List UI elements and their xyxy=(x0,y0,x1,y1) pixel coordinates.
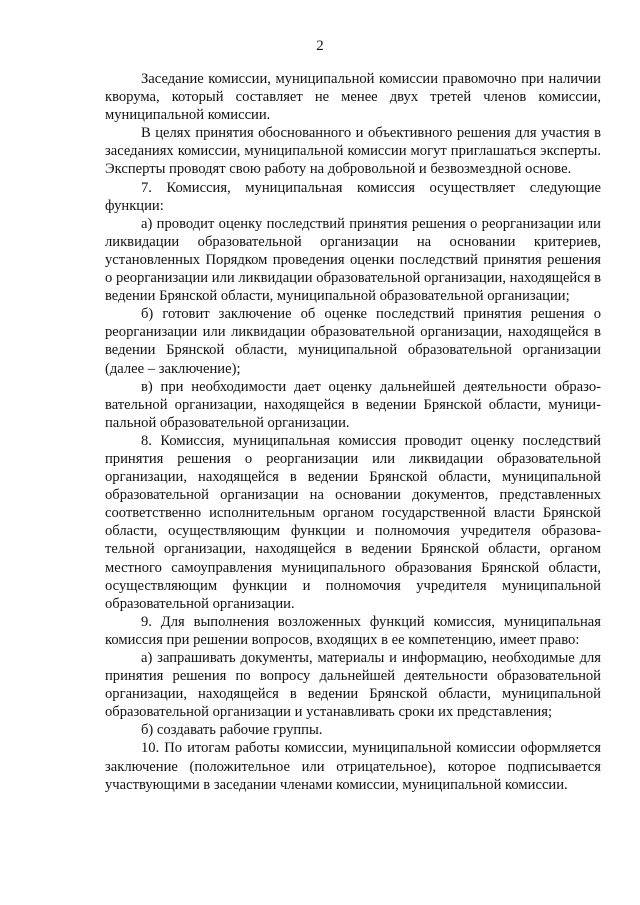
paragraph-9-rights: 9. Для выполнения возложенных функций комиссия, муниципальная комиссия при решении вопросов, входящих в ее компетенцию, имеет право: xyxy=(105,613,601,648)
page-number: 2 xyxy=(316,38,324,54)
paragraph-experts: В целях принятия обоснованного и объективного решения для участия в заседаниях комиссии, муниципальной комиссии могут приглашаться эксперты. Эксперты проводят свою работу на добровольной и безвозмездной основе. xyxy=(105,125,601,178)
paragraph-7-functions: 7. Комиссия, муниципальная комиссия осуществляет следующие функции: xyxy=(105,179,601,214)
paragraph-quorum: Заседание комиссии, муниципальной комиссии правомочно при наличии кворума, который составляет не менее двух третей членов комиссии, муниципальной комиссии. xyxy=(105,71,601,124)
paragraph-9a: а) запрашивать документы, материалы и информацию, необходимые для принятия решения по вопросу дальнейшей деятельности образовательной организации, находящейся в ведении Брянской области, муниципальной образовательной организации и устанавливать сроки их представления; xyxy=(105,650,601,721)
paragraph-9b: б) создавать рабочие группы. xyxy=(141,722,323,739)
paragraph-7b: б) готовит заключение об оценке последствий принятия решения о реорганизации или ликвидации образовательной организации, находящейся в ведении Брянской области, муниципальной образовательной организации (далее – заключение); xyxy=(105,306,601,377)
document-body xyxy=(105,70,601,794)
paragraph-7a: а) проводит оценку последствий принятия решения о реорганизации или ликвидации образовательной организации на основании критериев, установленных Порядком проведения оценки последствий принятия решения о реорганизации или ликвидации образовательной организации, находящейся в ведении Брянской области, муниципальной образовательной организации; xyxy=(105,215,601,305)
paragraph-10: 10. По итогам работы комиссии, муниципальной комиссии оформляется заключение (положительное или отрицательное), которое подписывается участвующими в заседании членами комиссии, муниципальной комиссии. xyxy=(105,740,601,793)
paragraph-7c: в) при необходимости дает оценку дальнейшей деятельности образовательной организации, находящейся в ведении Брянской области, муниципальной образовательной организации. xyxy=(105,378,601,431)
paragraph-8: 8. Комиссия, муниципальная комиссия проводит оценку последствий принятия решения о реорганизации или ликвидации образовательной организации, находящейся в ведении Брянской области, муниципальной образовательной организации на основании документов, представленных соответственно исполнительным органом государственной власти Брянской области, осуществляющим функции и полномочия учредителя образовательной организации, находящейся в ведении Брянской области, органом местного самоуправления муниципального образования Брянской области, осуществляющим функции и полномочия учредителя муниципальной образовательной организации. xyxy=(105,432,601,612)
